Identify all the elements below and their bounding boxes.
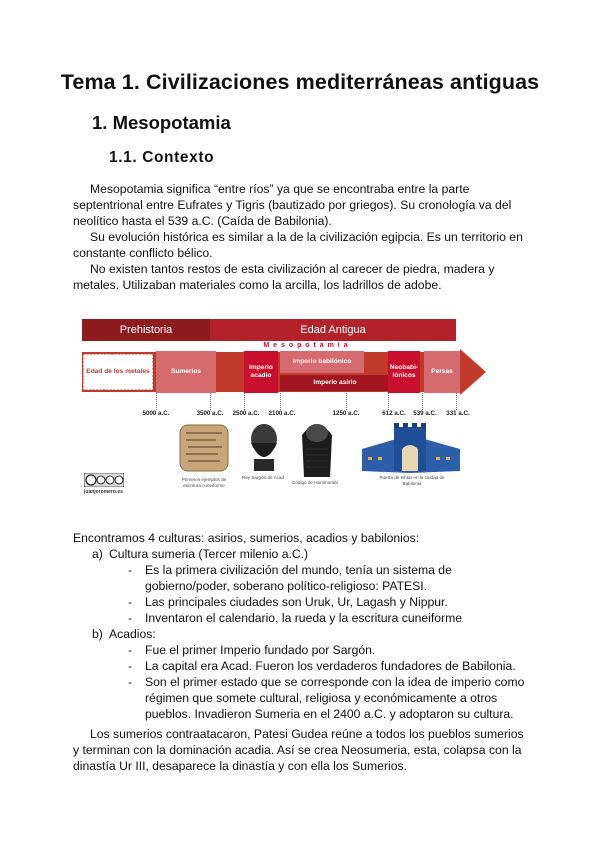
caption-tablilla: Primeros ejemplos de escritura cuneiforme: [181, 477, 227, 488]
culture-name-sumeria: Cultura sumeria (Tercer milenio a.C.): [109, 547, 309, 561]
tick-label: 5000 a.C.: [142, 410, 170, 417]
stage-neobabilonicos: Neobabi-lónicos: [388, 351, 420, 393]
tick-label: 3500 a.C.: [196, 410, 224, 417]
credit-text: juanjoromero.es: [84, 489, 123, 495]
stage-imperio-babilonico: Imperio babilónico: [280, 351, 364, 373]
page-title: Tema 1. Civilizaciones mediterráneas antiguas: [60, 70, 540, 94]
tick-line: [422, 393, 423, 410]
list-item: Las principales ciudades son Uruk, Ur, Lagash y Nippur.: [145, 595, 448, 609]
cultures-intro: Encontramos 4 culturas: asirios, sumerios, acadios y babilonios:: [73, 531, 420, 545]
list-item: Inventaron el calendario, la rueda y la escritura cuneiforme: [145, 611, 463, 625]
text-line: septentrional entre Eufrates y Tigris (bautizado por griegos). Su cronología va del: [73, 198, 512, 212]
text-line: neolítico hasta el 539 a.C. (Caída de Babilonia).: [73, 214, 332, 228]
section-number: 1.: [92, 112, 108, 133]
tick-label: 539 a.C.: [413, 410, 437, 417]
bullet-marker: -: [128, 611, 133, 625]
subsection-title: Contexto: [142, 149, 215, 166]
text-line: Mesopotamia significa “entre ríos” ya que se encontraba entre la parte: [90, 182, 470, 196]
sargon-head-image: [242, 419, 286, 473]
caption-ishtar: Puerta de Ishtar en la ciudad de Babilonia: [379, 475, 445, 486]
bullet-marker: -: [128, 659, 133, 673]
list-item: Son el primer estado que se corresponde con la idea de imperio como: [145, 675, 525, 689]
band-prehistoria: Prehistoria: [82, 319, 210, 341]
text-line: metales. Utilizaban materiales como la arcilla, los ladrillos de adobe.: [73, 278, 442, 292]
mesopotamia-timeline-figure: [82, 319, 490, 499]
text-line: dinastía Ur III, desaparece la dinastía y con ella los Sumerios.: [73, 759, 407, 773]
list-item: gobierno/poder, soberano político-religioso: PATESI.: [145, 579, 428, 593]
list-item: régimen que somete cultural, religiosa y económicamente a otros: [145, 691, 498, 705]
list-item: pueblos. Invadieron Sumeria en el 2400 a.C. y adoptaron su cultura.: [145, 707, 514, 721]
tick-line: [210, 393, 211, 410]
subsection-heading: [109, 149, 214, 167]
cuneiform-tablet-image: [176, 423, 232, 475]
caption-codigo: Código de Hammurabi: [292, 480, 338, 485]
bullet-marker: -: [128, 563, 133, 577]
bullet-marker: -: [128, 675, 133, 689]
tick-line: [388, 393, 389, 410]
bullet-marker: -: [128, 643, 133, 657]
text-line: y terminan con la dominación acadia. Así se crea Neosumeria, esta, colapsa con la: [73, 743, 522, 757]
text-line: No existen tantos restos de esta civilización al carecer de piedra, madera y: [90, 262, 495, 276]
list-marker: b): [92, 627, 103, 641]
tick-label: 2500 a.C.: [232, 410, 260, 417]
bullet-marker: -: [128, 595, 133, 609]
list-item: Fue el primer Imperio fundado por Sargón.: [145, 643, 376, 657]
tick-label: 612 a.C.: [382, 410, 406, 417]
caption-sargon: Rey Sargón de Acad: [241, 475, 285, 480]
tick-line: [156, 393, 157, 410]
tick-label: 2100 a.C.: [268, 410, 296, 417]
stage-imperio-asirio: Imperio asirio: [280, 375, 390, 391]
culture-name-acadios: Acadios:: [109, 627, 156, 641]
hammurabi-code-image: [294, 415, 340, 479]
tick-label: 331 a.C.: [446, 410, 470, 417]
list-marker: a): [92, 547, 103, 561]
stage-persas: Persas: [424, 351, 460, 393]
stage-edad-metales: Edad de los metales: [86, 368, 150, 375]
stage-imperio-acadio: Imperio acadio: [244, 351, 278, 393]
ishtar-gate-image: [358, 419, 464, 473]
tick-line: [280, 393, 281, 410]
tick-label: 1250 a.C.: [332, 410, 360, 417]
text-line: Su evolución histórica es similar a la de la civilización egipcia. Es un territorio en: [90, 230, 523, 244]
text-line: Los sumerios contraatacaron, Patesi Gudea reúne a todos los pueblos sumerios: [90, 727, 524, 741]
creative-commons-badge-icon: [84, 473, 124, 487]
list-item: Es la primera civilización del mundo, tenía un sistema de: [145, 563, 452, 577]
band-edad-antigua: Edad Antigua: [210, 319, 456, 341]
tick-line: [244, 393, 245, 410]
tick-line: [456, 393, 457, 410]
list-item: La capital era Acad. Fueron los verdaderos fundadores de Babilonia.: [145, 659, 516, 673]
text-line: constante conflicto bélico.: [73, 246, 213, 260]
subsection-number: 1.1.: [109, 149, 138, 166]
stage-sumerios: Sumerios: [156, 351, 216, 393]
section-title: Mesopotamia: [112, 112, 231, 133]
section-heading: [92, 112, 231, 134]
band-mesopotamia: M e s o p o t a m i a: [156, 341, 456, 350]
tick-line: [346, 393, 347, 410]
